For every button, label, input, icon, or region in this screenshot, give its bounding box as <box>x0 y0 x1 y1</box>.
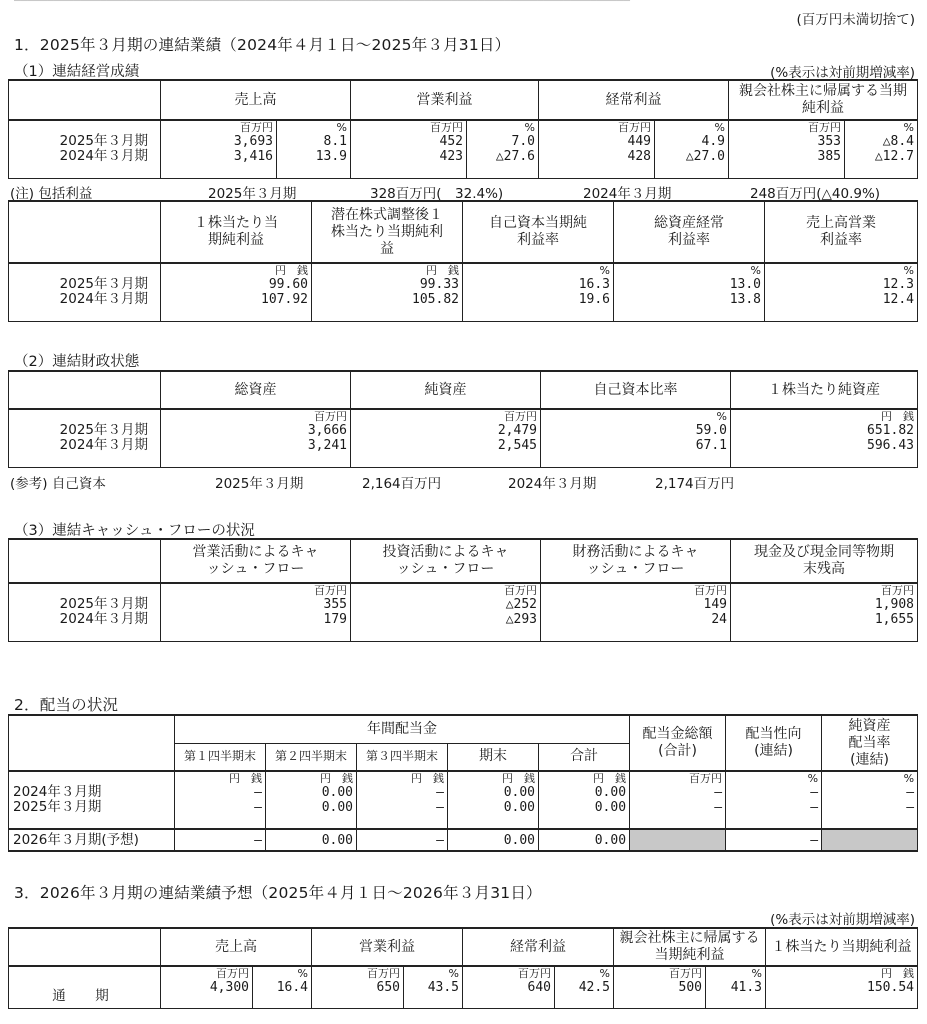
header-blank <box>9 201 161 263</box>
sub1-note: (%表示は対前期増減率) <box>770 65 915 81</box>
cell-operating-income: 百万円 452 423 <box>351 120 467 178</box>
header-net-assets: 純資産 <box>351 371 541 409</box>
header-eps: １株当たり当期純利益 <box>161 201 312 263</box>
header-operating-income: 営業利益 <box>351 80 539 120</box>
cell-net-assets: 百万円 2,479 2,545 <box>351 409 541 467</box>
sub2-title: （2）連結財政状態 <box>14 354 140 370</box>
cell-net-income-pct: % 41.3 <box>706 966 766 1008</box>
cell-eps: 円 銭 99.60 107.92 <box>161 263 312 321</box>
header-blank <box>9 539 161 583</box>
cell-ordinary-income: 百万円 640 <box>463 966 555 1008</box>
cell-q1: 円 銭 ― ― <box>175 771 266 829</box>
header-total: 合計 <box>539 743 630 771</box>
cell-net-income-pct: % △8.4 △12.7 <box>845 120 918 178</box>
header-equity-ratio: 自己資本比率 <box>541 371 731 409</box>
row-label-2024: 2024年３月期 <box>59 148 148 164</box>
header-dividend-on-equity: 純資産配当率(連結) <box>822 715 918 771</box>
cell-net-income: 百万円 500 <box>614 966 706 1008</box>
cell-equity-ratio: % 59.0 67.1 <box>541 409 731 467</box>
header-sales: 売上高 <box>161 80 351 120</box>
comprehensive-p1-label: 2025年３月期 <box>208 186 297 202</box>
header-eps: １株当たり当期純利益 <box>766 928 918 966</box>
forecast-q2: 0.00 <box>266 829 357 851</box>
header-net-income-parent: 親会社株主に帰属する当期純利益 <box>614 928 766 966</box>
section2-title: 2．配当の状況 <box>14 696 119 714</box>
reference-p1-value: 2,164百万円 <box>362 476 442 492</box>
header-investing-cf: 投資活動によるキャッシュ・フロー <box>351 539 541 583</box>
cell-net-income: 百万円 353 385 <box>729 120 845 178</box>
header-year-end: 期末 <box>448 743 539 771</box>
cell-q3: 円 銭 ― ― <box>357 771 448 829</box>
header-ordinary-income: 経常利益 <box>463 928 614 966</box>
cell-diluted-eps: 円 銭 99.33 105.82 <box>312 263 463 321</box>
row-labels: 2024年３月期 2025年３月期 <box>9 771 175 829</box>
comprehensive-income-label: (注) 包括利益 <box>10 186 93 202</box>
header-blank <box>9 928 161 966</box>
forecast-q3: ― <box>357 829 448 851</box>
cell-ordinary-income-pct: % 42.5 <box>555 966 614 1008</box>
header-operating-margin: 売上高営業利益率 <box>765 201 918 263</box>
cell-payout-ratio: % ― ― <box>726 771 822 829</box>
header-cash-end: 現金及び現金同等物期末残高 <box>731 539 918 583</box>
header-total-assets: 総資産 <box>161 371 351 409</box>
cell-sales: 百万円 4,300 <box>161 966 253 1008</box>
cell-bps: 円 銭 651.82 596.43 <box>731 409 918 467</box>
header-payout-ratio: 配当性向(連結) <box>726 715 822 771</box>
forecast-row-label: 2026年３月期(予想) <box>9 829 175 851</box>
header-q3: 第３四半期末 <box>357 743 448 771</box>
cell-operating-cf: 百万円 355 179 <box>161 583 351 641</box>
row-labels: 2025年３月期 2024年３月期 <box>9 263 161 321</box>
sub1-title: （1）連結経営成績 <box>14 64 140 80</box>
header-blank <box>9 371 161 409</box>
cell-total: 円 銭 0.00 0.00 <box>539 771 630 829</box>
forecast-total-dividend-shaded <box>630 829 726 851</box>
cell-roe: % 16.3 19.6 <box>463 263 614 321</box>
header-operating-income: 営業利益 <box>312 928 463 966</box>
header-diluted-eps: 潜在株式調整後１株当たり当期純利益 <box>312 201 463 263</box>
cell-financing-cf: 百万円 149 24 <box>541 583 731 641</box>
per-share-ratios-table <box>8 200 918 322</box>
operating-results-table <box>8 79 918 179</box>
header-roa: 総資産経常利益率 <box>614 201 765 263</box>
cell-eps: 円 銭 150.54 <box>766 966 918 1008</box>
row-labels: 2025年３月期 2024年３月期 <box>9 583 161 641</box>
cell-q2: 円 銭 0.00 0.00 <box>266 771 357 829</box>
forecast-total: 0.00 <box>539 829 630 851</box>
reference-equity-label: (参考) 自己資本 <box>10 476 106 492</box>
comprehensive-p1-value: 328百万円( 32.4%) <box>370 186 504 202</box>
section3-note: (%表示は対前期増減率) <box>770 912 915 928</box>
cell-year-end: 円 銭 0.00 0.00 <box>448 771 539 829</box>
cell-operating-income-pct: % 43.5 <box>404 966 463 1008</box>
header-sales: 売上高 <box>161 928 312 966</box>
cell-investing-cf: 百万円 △252 △293 <box>351 583 541 641</box>
dividends-table <box>8 714 918 852</box>
forecast-q1: ― <box>175 829 266 851</box>
cash-flow-table <box>8 538 918 642</box>
cell-total-assets: 百万円 3,666 3,241 <box>161 409 351 467</box>
forecast-dividend-on-equity-shaded <box>822 829 918 851</box>
forecast-payout-ratio: ― <box>726 829 822 851</box>
unit-note: (百万円未満切捨て) <box>796 12 915 28</box>
cell-total-dividend: 百万円 ― ― <box>630 771 726 829</box>
comprehensive-p2-value: 248百万円(△40.9%) <box>750 186 881 202</box>
header-ordinary-income: 経常利益 <box>539 80 729 120</box>
cell-operating-margin: % 12.3 12.4 <box>765 263 918 321</box>
row-label-2025: 2025年３月期 <box>59 133 148 149</box>
cell-cash-end: 百万円 1,908 1,655 <box>731 583 918 641</box>
cell-dividend-on-equity: % ― ― <box>822 771 918 829</box>
cell-sales-pct: % 16.4 <box>253 966 312 1008</box>
cell-sales: 百万円 3,693 3,416 <box>161 120 277 178</box>
cell-roa: % 13.0 13.8 <box>614 263 765 321</box>
cell-operating-income: 百万円 650 <box>312 966 404 1008</box>
financial-position-table <box>8 370 918 468</box>
header-financing-cf: 財務活動によるキャッシュ・フロー <box>541 539 731 583</box>
row-labels <box>9 120 161 178</box>
cut-off-header-line <box>14 0 654 2</box>
header-q1: 第１四半期末 <box>175 743 266 771</box>
header-roe: 自己資本当期純利益率 <box>463 201 614 263</box>
reference-p2-value: 2,174百万円 <box>655 476 735 492</box>
header-q2: 第２四半期末 <box>266 743 357 771</box>
cell-sales-pct: % 8.1 13.9 <box>277 120 351 178</box>
header-blank <box>9 80 161 120</box>
cell-ordinary-income-pct: % 4.9 △27.0 <box>655 120 729 178</box>
row-labels: 2025年３月期 2024年３月期 <box>9 409 161 467</box>
row-label-full-year: 通 期 <box>9 966 161 1008</box>
section1-title: 1．2025年３月期の連結業績（2024年４月１日～2025年３月31日） <box>14 36 511 54</box>
header-net-income-parent: 親会社株主に帰属する当期純利益 <box>729 80 918 120</box>
section3-title: 3．2026年３月期の連結業績予想（2025年４月１日～2026年３月31日） <box>14 884 542 902</box>
header-total-dividend: 配当金総額(合計) <box>630 715 726 771</box>
header-bps: １株当たり純資産 <box>731 371 918 409</box>
reference-p1-label: 2025年３月期 <box>215 476 304 492</box>
sub3-title: （3）連結キャッシュ・フローの状況 <box>14 523 255 539</box>
forecast-year-end: 0.00 <box>448 829 539 851</box>
cell-operating-income-pct: % 7.0 △27.6 <box>467 120 539 178</box>
forecast-table <box>8 927 918 1009</box>
header-operating-cf: 営業活動によるキャッシュ・フロー <box>161 539 351 583</box>
cell-ordinary-income: 百万円 449 428 <box>539 120 655 178</box>
header-blank <box>9 715 175 771</box>
header-annual-dividend: 年間配当金 <box>175 715 630 743</box>
comprehensive-p2-label: 2024年３月期 <box>583 186 672 202</box>
reference-p2-label: 2024年３月期 <box>508 476 597 492</box>
